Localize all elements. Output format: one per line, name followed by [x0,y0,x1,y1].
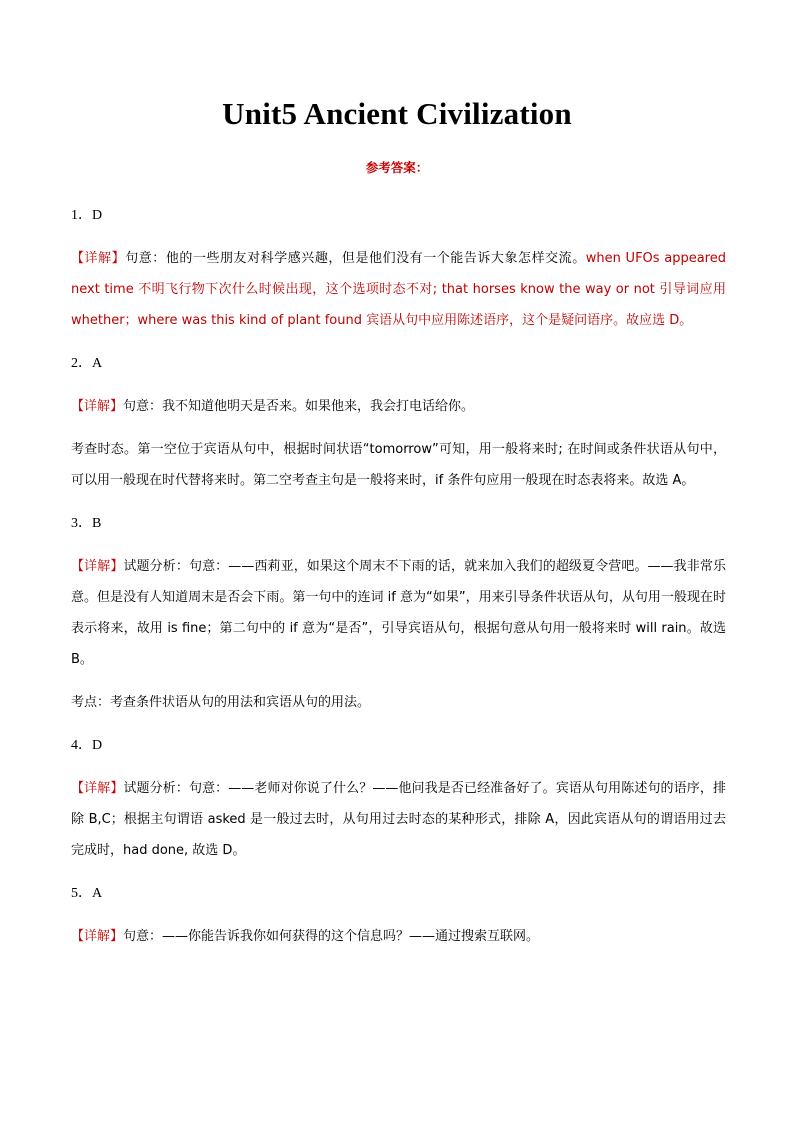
question-4-answer: 4．D [71,738,103,753]
question-2-analysis: 考查时态。第一空位于宾语从句中，根据时间状语“tomorrow”可知，用一般将来时; 在时间或条件状语从句中，可以用一般现在时代替将来时。第二空考查主句是一般将来时，if 条件句应用一般现在时态表将来。故选 A。 [71,442,726,488]
explanation-text: 试题分析：句意：——西莉亚，如果这个周末不下雨的话，就来加入我们的超级夏令营吧。——我非常乐意。但是没有人知道周末是否会下雨。第一句中的连词 if 意为“如果”，用来引导条件状语从句，从句用一般现在时表示将来，故用 is fine；第二句中的 if 意为“是否”，引导宾语从句，根据句意从句用一般将来时 will rain。故选 B。 [71,559,726,667]
explanation-tag: 【详解】 [71,781,124,796]
question-4-explanation [71,773,726,866]
document-title: Unit5 Ancient Civilization [222,96,572,131]
explanation-tag: 【详解】 [71,399,124,414]
explanation-text: 句意：——你能告诉我你如何获得的这个信息吗？——通过搜索互联网。 [123,929,540,944]
explanation-text-highlight: when UFOs appeared next time 不明飞行物下次什么时候出现，这个选项时态不对; that horses know the way or not 引导词应用 whether；where was this kind of plant found 宾语从句中应用陈述语序，这个是疑问语序。故应选 D。 [71,251,726,328]
explanation-tag: 【详解】 [71,559,124,574]
question-5-explanation [71,921,726,952]
question-2-explanation [71,391,726,422]
question-3-explanation [71,551,726,675]
explanation-text: 试题分析：句意：——老师对你说了什么？——他问我是否已经准备好了。宾语从句用陈述句的语序，排除 B,C；根据主句谓语 asked 是一般过去时，从句用过去时态的某种形式，排除 A，因此宾语从句的谓语用过去完成时，had done, 故选 D。 [71,781,726,858]
question-5-answer: 5．A [71,886,103,901]
explanation-tag: 【详解】 [71,929,124,944]
explanation-text: 句意：我不知道他明天是否来。如果他来，我会打电话给你。 [123,399,475,414]
question-2-answer: 2．A [71,356,103,371]
question-1-explanation [71,243,726,336]
explanation-tag: 【详解】 [71,251,126,266]
answer-key-heading: 参考答案： [365,160,429,175]
question-1-answer: 1．D [71,208,103,223]
explanation-text: 句意：他的一些朋友对科学感兴趣，但是他们没有一个能告诉大象怎样交流。 [125,251,586,266]
question-3-kaodian: 考点：考查条件状语从句的用法和宾语从句的用法。 [71,695,371,710]
question-3-answer: 3．B [71,516,102,531]
answer-list [71,200,726,964]
